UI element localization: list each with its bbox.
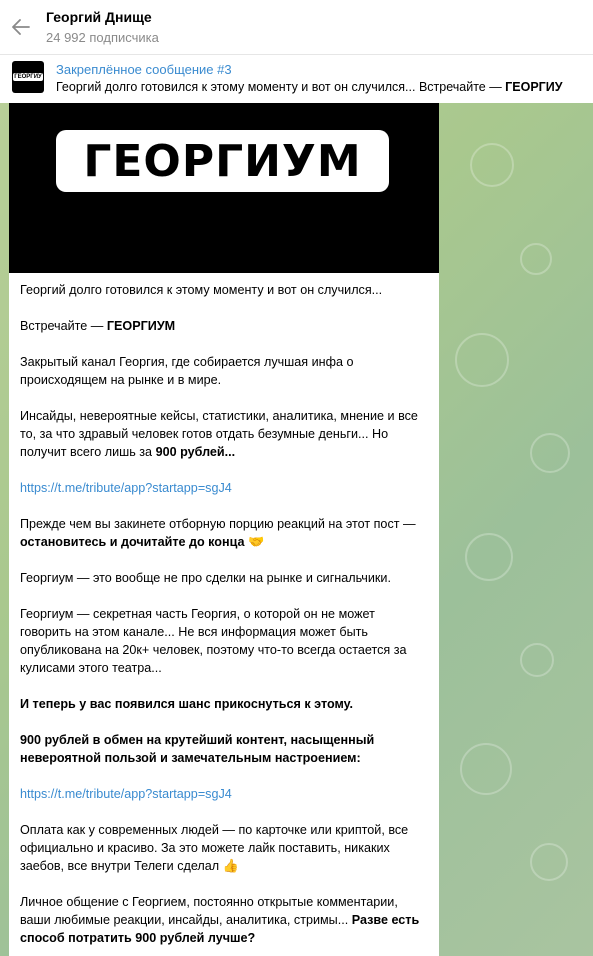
post-image[interactable] xyxy=(9,103,439,273)
post-paragraph xyxy=(20,785,428,803)
pinned-thumbnail xyxy=(12,61,44,93)
subscriber-count: 24 992 подписчика xyxy=(46,30,159,45)
post-paragraph: Встречайте — ГЕОРГИУМ xyxy=(20,319,176,333)
pinned-title: Закреплённое сообщение #3 xyxy=(56,62,232,77)
handshake-icon: 🤝 xyxy=(248,534,265,549)
post-paragraph: Георгиум — это вообще не про сделки на рынке и сигнальчики. xyxy=(20,571,391,585)
post-paragraph: И теперь у вас появился шанс прикоснуться к этому. xyxy=(20,697,354,711)
channel-post xyxy=(9,103,439,956)
tribute-link[interactable]: https://t.me/tribute/app?startapp=sgJ4 xyxy=(20,481,232,495)
back-button[interactable] xyxy=(10,16,32,38)
post-paragraph: Георгий долго готовился к этому моменту и вот он случился... xyxy=(20,283,383,297)
georgium-logo: ГЕОРГИУМ xyxy=(56,130,389,192)
post-paragraph xyxy=(20,479,428,497)
tribute-link[interactable]: https://t.me/tribute/app?startapp=sgJ4 xyxy=(20,787,232,801)
arrow-left-icon xyxy=(12,19,30,35)
post-paragraph: Инсайды, невероятные кейсы, статистики, аналитика, мнение и все то, за что здравый человек готов отдать безумные деньги... Но получит всего лишь за 900 рублей... xyxy=(20,409,418,459)
pinned-message-bar[interactable] xyxy=(0,55,593,104)
post-paragraph: 900 рублей в обмен на крутейший контент, насыщенный невероятной пользой и замечательным настроением: xyxy=(20,733,375,765)
pinned-preview: Георгий долго готовился к этому моменту и вот он случился... Встречайте — ГЕОРГИУ xyxy=(56,80,563,94)
channel-title[interactable]: Георгий Днище xyxy=(46,9,152,25)
pinned-thumb-logo: ГЕОРГИУ xyxy=(14,74,42,80)
post-paragraph: Личное общение с Георгием, постоянно открытые комментарии, ваши любимые реакции, инсайды, аналитика, стримы... Разве есть способ потратить 900 рублей лучше? xyxy=(20,895,420,945)
channel-header xyxy=(0,0,593,55)
post-paragraph: Прежде чем вы закинете отборную порцию реакций на этот пост — остановитесь и дочитайте до конца 🤝 xyxy=(20,517,416,549)
post-paragraph: Оплата как у современных людей — по карточке или криптой, все официально и красиво. За это можете лайк поставить, никаких заебов, все внутри Телеги сделал 👍 xyxy=(20,823,409,873)
thumbs-up-icon: 👍 xyxy=(222,858,239,873)
post-paragraph: Георгиум — секретная часть Георгия, о которой он не может говорить на этом канале... Не вся информация может быть опубликована на 20к+ человек, поэтому что-то всегда остается за кулисами этого театра... xyxy=(20,607,407,675)
post-paragraph: Закрытый канал Георгия, где собирается лучшая инфа о происходящем на рынке и в мире. xyxy=(20,355,354,387)
post-text xyxy=(9,273,439,947)
